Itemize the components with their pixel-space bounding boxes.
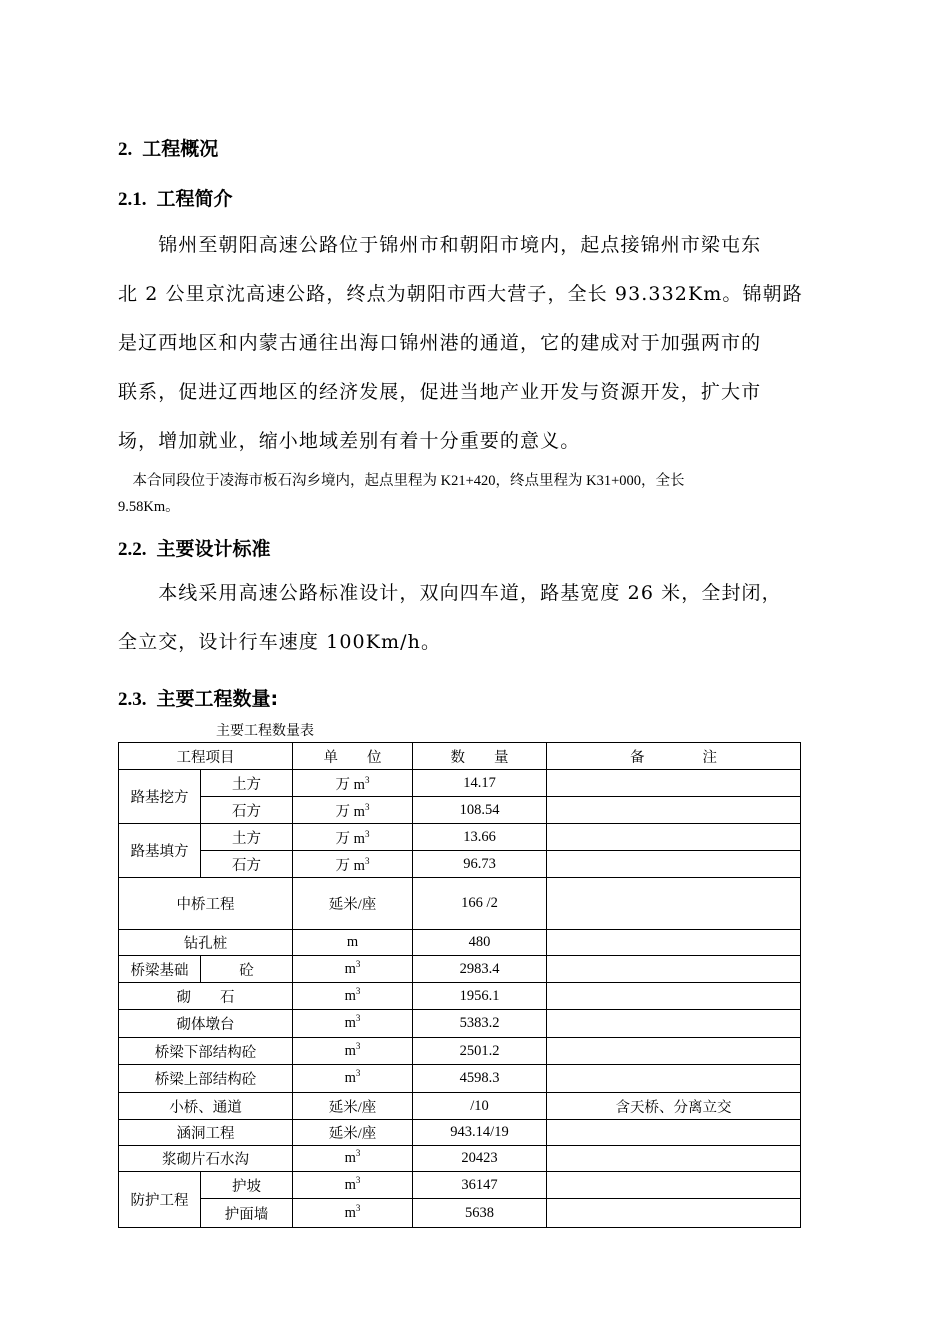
paragraph-line: 本线采用高速公路标准设计，双向四车道，路基宽度 26 米，全封闭，: [118, 582, 782, 604]
note-cell: [547, 1010, 801, 1038]
unit-cell: 延米/座: [293, 1120, 413, 1146]
section-heading-2-1: [118, 184, 233, 211]
qty-cell: 480: [413, 930, 547, 956]
unit-cell: $m^3$: [293, 983, 413, 1010]
sub-label: 护面墙: [201, 1199, 293, 1228]
section-title: 主要工程数量:: [156, 688, 279, 710]
qty-cell: /10: [413, 1093, 547, 1120]
table-row: [119, 1065, 801, 1093]
note-cell: [547, 824, 801, 851]
section-number: 2.3.: [118, 689, 147, 710]
unit-cell: m: [293, 930, 413, 956]
unit-cell: 万 $m^3$: [293, 851, 413, 878]
row-label: 桥梁基础: [119, 956, 201, 983]
note-cell: 含天桥、分离立交: [547, 1093, 801, 1120]
qty-cell: 166 /2: [413, 878, 547, 930]
row-label: 涵洞工程: [119, 1120, 293, 1146]
table-row: [119, 878, 801, 930]
qty-cell: 13.66: [413, 824, 547, 851]
qty-cell: 943.14/19: [413, 1120, 547, 1146]
unit-cell: 万 $m^3$: [293, 797, 413, 824]
paragraph-line: 锦州至朝阳高速公路位于锦州市和朝阳市境内，起点接锦州市梁屯东: [118, 234, 762, 256]
note-cell: [547, 1172, 801, 1199]
note-cell: [547, 851, 801, 878]
sub-label: 石方: [201, 851, 293, 878]
qty-cell: 5638: [413, 1199, 547, 1228]
qty-cell: 14.17: [413, 770, 547, 797]
note-cell: [547, 878, 801, 930]
table-caption: 主要工程数量表: [216, 723, 314, 739]
note-cell: [547, 1199, 801, 1228]
section-heading-2-2: [118, 534, 271, 561]
paragraph-line: 本合同段位于凌海市板石沟乡境内，起点里程为 K21+420，终点里程为 K31+000，全长: [118, 473, 685, 489]
note-cell: [547, 956, 801, 983]
qty-cell: 96.73: [413, 851, 547, 878]
qty-cell: 2501.2: [413, 1038, 547, 1065]
note-cell: [547, 983, 801, 1010]
qty-cell: 108.54: [413, 797, 547, 824]
unit-cell: $m^3$: [293, 1038, 413, 1065]
header-note: 备 注: [547, 743, 801, 770]
section-heading-2: [118, 134, 218, 161]
unit-cell: 延米/座: [293, 878, 413, 930]
paragraph-line: 联系，促进辽西地区的经济发展，促进当地产业开发与资源开发，扩大市: [118, 381, 762, 403]
unit-cell: $m^3$: [293, 1010, 413, 1038]
row-label: 中桥工程: [119, 878, 293, 930]
table-row: [119, 956, 801, 983]
row-label: 防护工程: [119, 1172, 201, 1228]
note-cell: [547, 1146, 801, 1172]
table-row: [119, 797, 801, 824]
row-label: 桥梁下部结构砼: [119, 1038, 293, 1065]
section-title: 工程概况: [142, 138, 219, 160]
paragraph-line: 9.58Km。: [118, 499, 180, 515]
intro-paragraph: [118, 221, 838, 466]
header-qty: 数 量: [413, 743, 547, 770]
table-row: [119, 1093, 801, 1120]
row-label: 浆砌片石水沟: [119, 1146, 293, 1172]
section-heading-2-3: [118, 684, 278, 711]
table-row: [119, 983, 801, 1010]
sub-label: 土方: [201, 770, 293, 797]
table-row: [119, 770, 801, 797]
contract-paragraph: [118, 468, 834, 520]
header-unit: 单 位: [293, 743, 413, 770]
qty-cell: 20423: [413, 1146, 547, 1172]
header-item: 工程项目: [119, 743, 293, 770]
table-row: [119, 824, 801, 851]
table-row: [119, 1172, 801, 1199]
unit-cell: $m^3$: [293, 1146, 413, 1172]
unit-cell: 万 $m^3$: [293, 770, 413, 797]
sub-label: 砼: [201, 956, 293, 983]
unit-cell: 延米/座: [293, 1093, 413, 1120]
row-label: 路基挖方: [119, 770, 201, 824]
note-cell: [547, 1120, 801, 1146]
qty-cell: 4598.3: [413, 1065, 547, 1093]
note-cell: [547, 1065, 801, 1093]
row-label: 小桥、通道: [119, 1093, 293, 1120]
section-number: 2.1.: [118, 189, 147, 210]
section-title: 工程简介: [156, 188, 233, 210]
section-number: 2.: [118, 139, 133, 160]
qty-cell: 5383.2: [413, 1010, 547, 1038]
paragraph-line: 北 2 公里京沈高速公路，终点为朝阳市西大营子，全长 93.332Km。锦朝路: [118, 283, 803, 305]
row-label: 砌 石: [119, 983, 293, 1010]
qty-cell: 36147: [413, 1172, 547, 1199]
unit-cell: $m^3$: [293, 1065, 413, 1093]
note-cell: [547, 1038, 801, 1065]
unit-cell: $m^3$: [293, 1172, 413, 1199]
table-row: [119, 1010, 801, 1038]
section-title: 主要设计标准: [156, 538, 271, 560]
unit-cell: $m^3$: [293, 1199, 413, 1228]
paragraph-line: 是辽西地区和内蒙古通往出海口锦州港的通道，它的建成对于加强两市的: [118, 332, 762, 354]
unit-cell: 万 $m^3$: [293, 824, 413, 851]
sub-label: 土方: [201, 824, 293, 851]
row-label: 桥梁上部结构砼: [119, 1065, 293, 1093]
table-row: [119, 1120, 801, 1146]
note-cell: [547, 797, 801, 824]
qty-cell: 2983.4: [413, 956, 547, 983]
standard-paragraph: [118, 569, 838, 667]
table-row: [119, 1199, 801, 1228]
paragraph-line: 全立交，设计行车速度 100Km/h。: [118, 631, 442, 653]
row-label: 路基填方: [119, 824, 201, 878]
quantity-table: [118, 742, 801, 1228]
row-label: 钻孔桩: [119, 930, 293, 956]
row-label: 砌体墩台: [119, 1010, 293, 1038]
table-row: [119, 1038, 801, 1065]
note-cell: [547, 930, 801, 956]
table-row: [119, 851, 801, 878]
section-number: 2.2.: [118, 539, 147, 560]
note-cell: [547, 770, 801, 797]
qty-cell: 1956.1: [413, 983, 547, 1010]
table-header-row: [119, 743, 801, 770]
sub-label: 石方: [201, 797, 293, 824]
paragraph-line: 场，增加就业，缩小地域差别有着十分重要的意义。: [118, 430, 581, 452]
table-row: [119, 930, 801, 956]
table-row: [119, 1146, 801, 1172]
unit-cell: $m^3$: [293, 956, 413, 983]
sub-label: 护坡: [201, 1172, 293, 1199]
